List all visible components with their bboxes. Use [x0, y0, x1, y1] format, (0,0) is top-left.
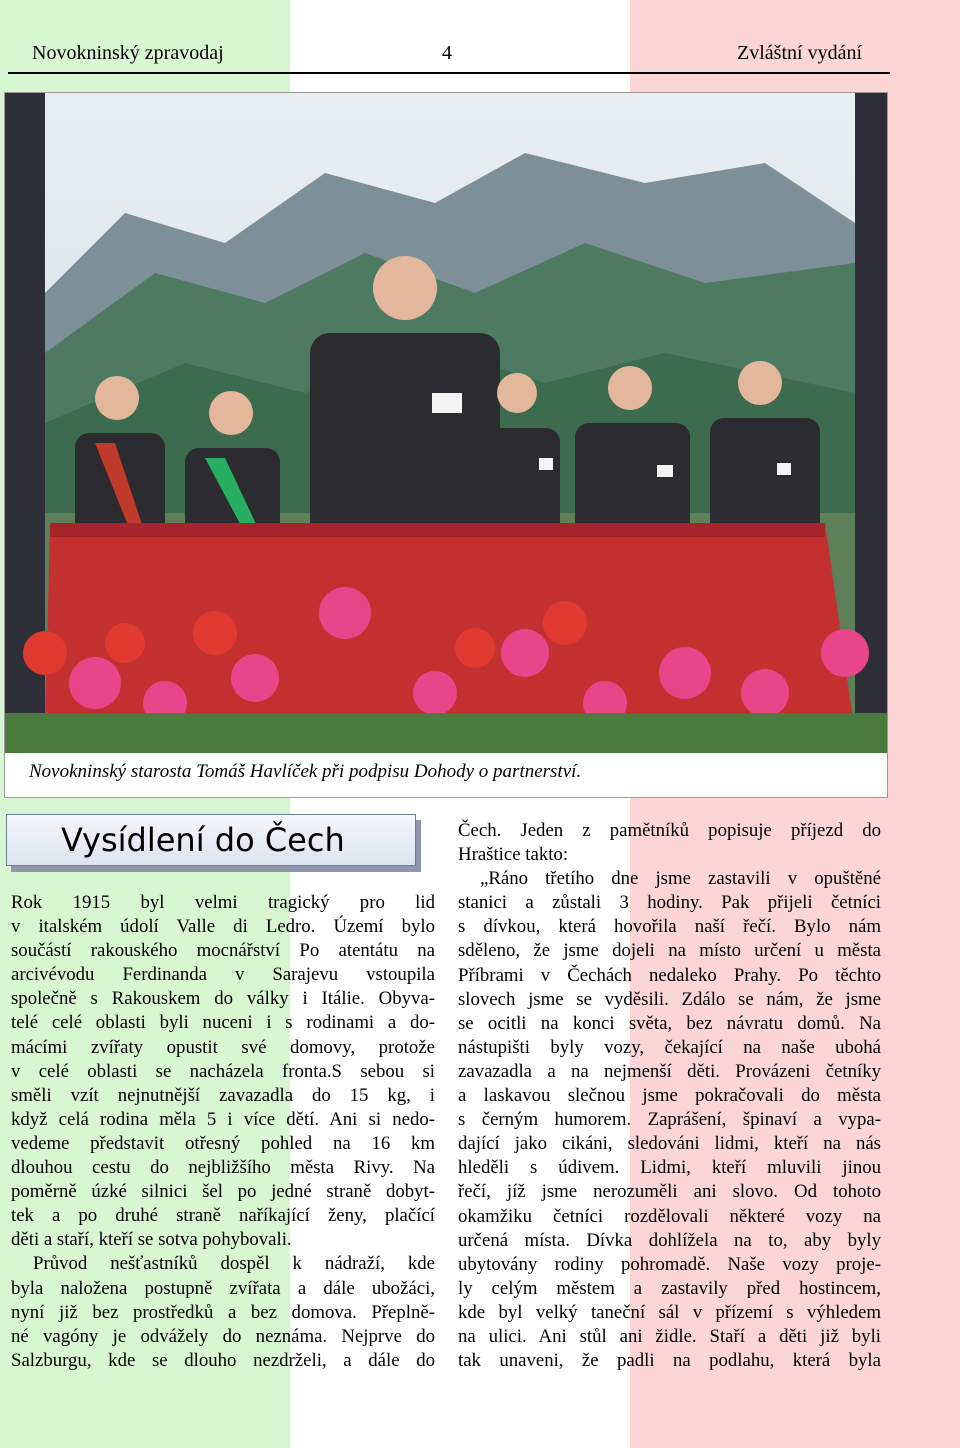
text-line: dající jako cikáni, sledováni lidmi, kteří na nás	[458, 1133, 881, 1155]
text-line: určená místa. Dívka dohlížela na to, aby byly	[458, 1229, 881, 1251]
text-line: s černým humorem. Zaprášení, špinaví a vypa-	[458, 1109, 881, 1131]
text-line: ubytovány rodiny pohromadě. Naše vozy proje-	[458, 1253, 881, 1275]
text-line: Průvod nešťastníků dospěl k nádraží, kde	[33, 1253, 435, 1275]
page-number: 4	[442, 42, 452, 64]
text-line: slovech jsme se vyděsili. Zdálo se nám, že jsme	[458, 988, 881, 1010]
text-line: na ulici. Ani stůl ani židle. Staří a děti již byli	[458, 1325, 881, 1347]
text-line: Hraštice takto:	[458, 844, 569, 866]
text-line: zavazadla a na nejmenší děti. Provázeni četníky	[458, 1060, 881, 1082]
article-title: Vysídlení do Čech	[61, 821, 345, 859]
text-line: Čech. Jeden z pamětníků popisuje příjezd do	[458, 820, 881, 841]
text-line: tak unaveni, že padli na podlahu, která byla	[458, 1350, 881, 1372]
edition-label: Zvláštní vydání	[737, 42, 862, 64]
article-paragraph	[11, 1252, 435, 1372]
text-line: řečí, jíž jsme nerozuměli ani slovo. Od tohoto	[458, 1181, 881, 1203]
text-line: Rok 1915 byl velmi tragický pro lid	[11, 892, 435, 913]
header-rule	[8, 72, 890, 74]
text-line: arcivévodu Ferdinanda v Sarajevu vstoupila	[11, 964, 435, 986]
photo-caption: Novokninský starosta Tomáš Havlíček při podpisu Dohody o partnerství.	[29, 761, 582, 782]
text-line: okamžiku četníci rozdělovali některé vozy na	[458, 1205, 881, 1227]
newsletter-name: Novokninský zpravodaj	[32, 42, 224, 64]
text-line: ly celým městem a zastavily před hostincem,	[458, 1277, 881, 1299]
article-paragraph	[458, 819, 881, 867]
text-line: se ocitli na konci světa, bez návratu domů. Na	[458, 1012, 881, 1034]
text-line: dlouhou cestu do nejbližšího města Rivy. Na	[11, 1157, 435, 1179]
text-line: nástupišti byly vozy, čekající na naše ubohá	[458, 1036, 881, 1058]
text-line: mácími zvířaty opustit své domovy, protože	[11, 1036, 435, 1058]
text-line: v italském údolí Valle di Ledro. Území bylo	[11, 916, 435, 938]
article-right-column	[458, 819, 881, 1373]
text-line: v celé oblasti se nacházela fronta.S sebou si	[11, 1060, 435, 1082]
text-line: kde byl velký taneční sál v přízemí s výhledem	[458, 1301, 881, 1323]
photo-frame	[4, 92, 888, 798]
text-line: Salzburgu, kde se dlouho nezdrželi, a dále do	[11, 1349, 435, 1371]
text-line: byla naložena postupně zvířata a dále ubožáci,	[11, 1277, 435, 1299]
text-line: „Ráno třetího dne jsme zastavili v opuštěné	[480, 868, 881, 890]
text-line: sděleno, že jsme dojeli na místo určení u města	[458, 940, 881, 962]
article-paragraph	[458, 867, 881, 1373]
text-line: děti a staří, kteří se sotva pohybovali.	[11, 1229, 292, 1251]
text-line: směli vzít nejnutnější zavazadla do 15 kg, i	[11, 1084, 435, 1106]
article-left-column	[11, 891, 435, 1373]
photo-illustration	[5, 93, 887, 753]
page-header	[8, 42, 890, 70]
text-line: Příbrami v Čechách nedaleko Prahy. Po těchto	[458, 964, 881, 986]
text-line: stanici a zůstali 3 hodiny. Pak přijeli četníci	[458, 892, 881, 914]
text-line: s dívkou, která hovořila naší řečí. Bylo nám	[458, 916, 881, 938]
text-line: tek a po druhé straně naříkající ženy, plačící	[11, 1205, 435, 1227]
text-line: telé celé oblasti byli nuceni i s rodinami a do-	[11, 1012, 435, 1034]
article-paragraph	[11, 891, 435, 1252]
signing-ceremony-photo	[5, 93, 887, 753]
text-line: vedeme představit otřesný pohled na 16 km	[11, 1132, 435, 1154]
text-line: a laskavou slečnou jsme pokračovali do města	[458, 1085, 881, 1107]
text-line: né vagóny je odvážely do neznáma. Nejprve do	[11, 1325, 435, 1347]
text-line: společně s Rakouskem do války i Itálie. Obyva-	[11, 988, 435, 1010]
text-line: součástí rakouského mocnářství Po atentátu na	[11, 940, 435, 962]
text-line: hleděli s údivem. Lidmi, kteří mluvili jinou	[458, 1157, 881, 1179]
article-title-box	[6, 814, 416, 866]
text-line: poměrně úzké silnici šel po jedné straně dobyt-	[11, 1181, 435, 1203]
text-line: když celá rodina měla 5 i více dětí. Ani si nedo-	[11, 1108, 435, 1130]
text-line: nyní již bez prostředků a bez domova. Přeplně-	[11, 1301, 435, 1323]
